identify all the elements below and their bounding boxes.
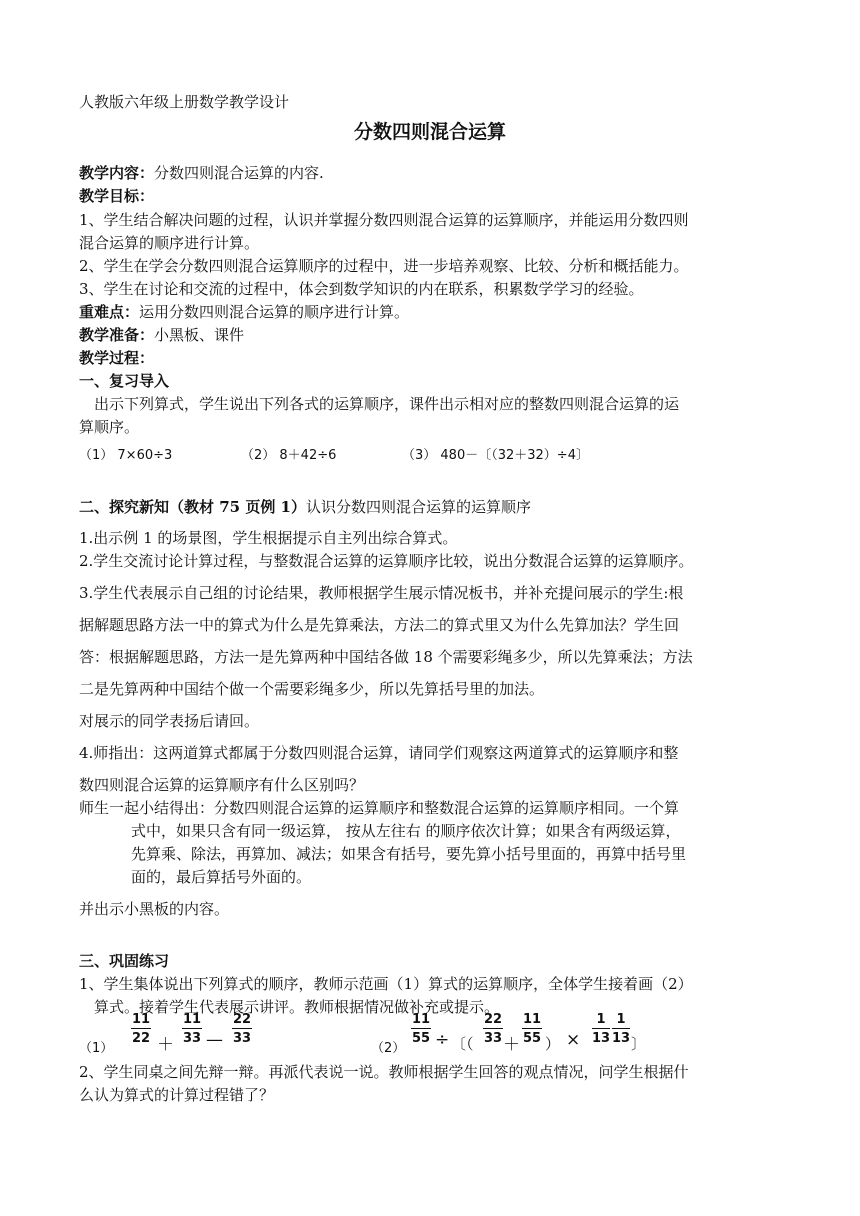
section-2-heading-tail: 认识分数四则混合运算的运算顺序 — [305, 498, 531, 516]
close-bracket: 〕 — [631, 1035, 647, 1053]
close-paren: ） — [545, 1035, 561, 1053]
s2-line-3c: 答：根据解题思路，方法一是先算两种中国结各做 18 个需要彩绳多少，所以先算乘法；方法 — [79, 648, 693, 666]
s2-line-2: 2.学生交流讨论计算过程，与整数混合运算的运算顺序比较，说出分数混合运算的运算顺序。 — [79, 552, 694, 570]
numerator: 11 — [132, 1012, 151, 1027]
denominator: 55 — [523, 1031, 542, 1046]
content-label: 教学内容： — [79, 164, 155, 182]
s2-line-3e: 对展示的同学表扬后请回。 — [79, 712, 260, 730]
s3-para-1-line-1: 1、学生集体说出下列算式的顺序，教师示范画（1）算式的运算顺序，全体学生接着画（2） — [79, 975, 693, 993]
prep-text: 小黑板、课件 — [154, 326, 245, 344]
exercise-1-label: （1） — [79, 1041, 114, 1056]
summary-line-3: 先算乘、除法，再算加、减法；如果含有括号，要先算小括号里面的，再算中括号里 — [131, 845, 687, 863]
summary-line-1: 师生一起小结得出：分数四则混合运算的运算顺序和整数混合运算的运算顺序相同。一个算 — [79, 799, 680, 817]
denominator: 13 — [612, 1031, 631, 1046]
prep-label: 教学准备： — [79, 326, 155, 344]
goal-2: 2、学生在学会分数四则混合运算顺序的过程中，进一步培养观察、比较、分析和概括能力。 — [79, 257, 689, 275]
exercise-1-fraction-2 — [182, 1012, 202, 1046]
numerator: 1 — [592, 1012, 610, 1029]
section-1-para-line-1: 出示下列算式，学生说出下列各式的运算顺序，课件出示相对应的整数四则混合运算的运 — [94, 395, 680, 413]
exercise-2-fraction-2 — [483, 1012, 503, 1046]
exercise-1-fraction-1 — [131, 1012, 151, 1046]
goal-1-line-1: 1、学生结合解决问题的过程，认识并掌握分数四则混合运算的运算顺序，并能运用分数四则 — [79, 211, 689, 229]
key-line — [79, 301, 409, 322]
review-expr-3: （3） 480－〔（32＋32）÷4〕 — [402, 448, 589, 463]
s2-line-3d: 二是先算两种中国结个做一个需要彩绳多少，所以先算括号里的加法。 — [79, 680, 545, 698]
plus-operator: ＋ — [503, 1035, 520, 1055]
s2-line-3b: 据解题思路方法一中的算式为什么是先算乘法，方法二的算式里又为什么先算加法？学生回 — [79, 616, 680, 634]
numerator: 22 — [233, 1012, 252, 1027]
numerator: 11 — [183, 1012, 202, 1027]
exercise-1-fraction-3 — [232, 1012, 252, 1046]
content-line — [79, 162, 324, 183]
page-title: 分数四则混合运算 — [353, 121, 506, 143]
goals-label: 教学目标： — [79, 187, 155, 205]
s2-line-1: 1.出示例 1 的场景图，学生根据提示自主列出综合算式。 — [79, 529, 458, 547]
numerator: 11 — [523, 1012, 542, 1027]
denominator: 22 — [132, 1031, 151, 1046]
s2-line-4b: 数四则混合运算的运算顺序有什么区别吗？ — [79, 776, 365, 794]
section-2-heading-line — [79, 496, 531, 517]
exercise-2-label: （2） — [371, 1041, 406, 1056]
prep-line — [79, 324, 244, 345]
s2-line-3a: 3.学生代表展示自己组的讨论结果，教师根据学生展示情况板书，并补充提问展示的学生:根 — [79, 584, 684, 602]
minus-operator: — — [206, 1030, 223, 1050]
divide-operator: ÷ — [435, 1030, 450, 1050]
s2-tail: 并出示小黑板的内容。 — [79, 900, 230, 918]
review-expr-2: （2） 8＋42÷6 — [241, 448, 337, 463]
exercise-2-fraction-5 — [612, 1012, 630, 1046]
goal-1-line-2: 混合运算的顺序进行计算。 — [79, 234, 260, 252]
numerator: 22 — [484, 1012, 503, 1027]
denominator: 33 — [233, 1031, 252, 1046]
denominator: 33 — [183, 1031, 202, 1046]
summary-line-4: 面的，最后算括号外面的。 — [131, 868, 312, 886]
review-expr-1: （1） 7×60÷3 — [79, 448, 173, 463]
exercise-2-fraction-4 — [592, 1012, 610, 1046]
exercise-2-fraction-1 — [411, 1012, 431, 1046]
goal-3: 3、学生在讨论和交流的过程中，体会到数学知识的内在联系，积累数学学习的经验。 — [79, 280, 644, 298]
denominator: 33 — [484, 1031, 503, 1046]
section-2-heading: 二、探究新知（教材 75 页例 1） — [79, 498, 306, 516]
s2-line-4a: 4.师指出：这两道算式都属于分数四则混合运算，请同学们观察这两道算式的运算顺序和整 — [79, 744, 679, 762]
denominator: 55 — [412, 1031, 431, 1046]
content-text: 分数四则混合运算的内容. — [154, 164, 324, 182]
numerator: 1 — [612, 1012, 630, 1029]
s3-para-2-line-2: 么认为算式的计算过程错了？ — [79, 1086, 275, 1104]
s3-para-1-line-2: 算式。接着学生代表展示讲评。教师根据情况做补充或提示。 — [94, 998, 500, 1016]
key-text: 运用分数四则混合运算的顺序进行计算。 — [139, 303, 410, 321]
section-3-heading: 三、巩固练习 — [79, 952, 170, 970]
section-1-para-line-2: 算顺序。 — [79, 418, 140, 436]
process-label: 教学过程： — [79, 349, 155, 367]
denominator: 13 — [592, 1031, 611, 1046]
header-line: 人教版六年级上册数学教学设计 — [79, 93, 290, 111]
numerator: 11 — [412, 1012, 431, 1027]
section-1-heading: 一、复习导入 — [79, 372, 170, 390]
plus-operator: ＋ — [157, 1035, 174, 1055]
summary-line-2: 式中，如果只含有同一级运算， 按从左往右 的顺序依次计算；如果含有两级运算， — [131, 822, 681, 840]
s3-para-2-line-1: 2、学生同桌之间先辩一辩。再派代表说一说。教师根据学生回答的观点情况，问学生根据什 — [79, 1063, 689, 1081]
open-brackets: 〔（ — [451, 1035, 474, 1053]
exercise-2-fraction-3 — [522, 1012, 542, 1046]
multiply-operator: × — [566, 1030, 581, 1050]
key-label: 重难点： — [79, 303, 140, 321]
